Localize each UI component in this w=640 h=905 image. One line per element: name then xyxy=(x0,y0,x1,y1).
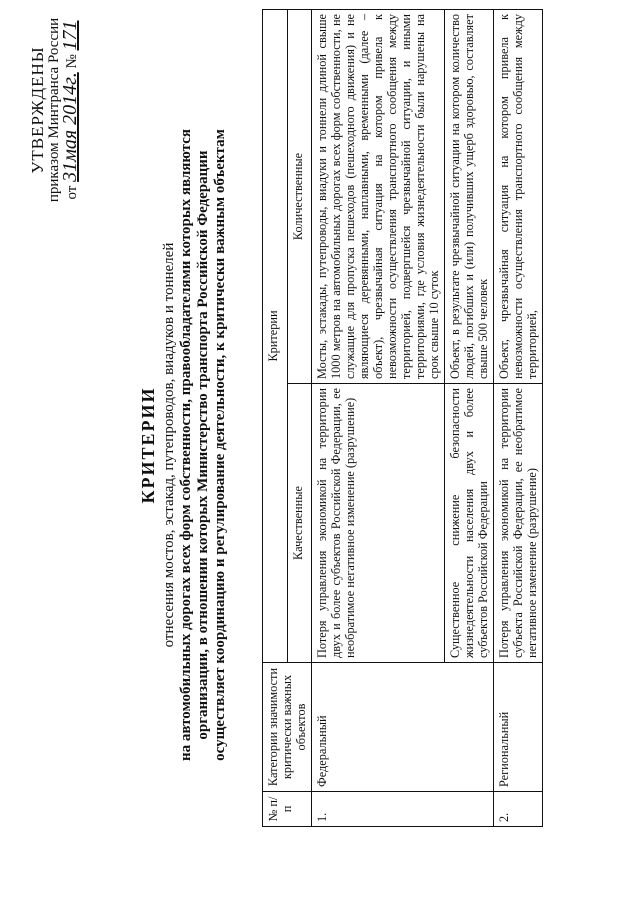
table-row xyxy=(312,10,445,827)
row-num: 2. xyxy=(494,792,543,827)
handwritten-date: 31мая 2014г. xyxy=(59,72,81,182)
title-line-4: осуществляет координацию и регулирование деятельности, к критически важным объектам xyxy=(212,129,228,761)
table-row xyxy=(494,10,543,827)
row-quantitative: Объект, в результате чрезвычайной ситуации на котором количество людей, погибших и (или) получивших ущерб здоровью, составляет свыше 500 человек xyxy=(445,10,494,384)
handwritten-number: 171 xyxy=(59,20,81,51)
header-category: Категории значимости критически важных объектов xyxy=(263,663,312,792)
approval-heading: УТВЕРЖДЕНЫ xyxy=(28,46,47,174)
title-line-3: организации, в отношении которых Министерство транспорта Российской Федерации xyxy=(195,150,211,740)
approval-order-line: приказом Минтранса России xyxy=(46,17,62,203)
row-qualitative: Потеря управления экономикой на территории двух и более субъектов Российской Федерации, ее необратимое негативное изменение (разрушение) xyxy=(312,384,445,663)
table-header-row xyxy=(263,10,288,827)
document-title-block xyxy=(140,85,229,805)
title-line-1: отнесения мостов, эстакад, путепроводов, виадуков и тоннелей xyxy=(161,242,177,648)
row-num: 1. xyxy=(312,792,494,827)
number-prefix: № xyxy=(64,54,80,69)
row-quantitative: Объект, чрезвычайная ситуация на котором привела к невозможности осуществления транспортного сообщения между территорией, xyxy=(494,10,543,384)
title-line-2: на автомобильных дорогах всех форм собственности, правообладателями которых являются xyxy=(178,129,194,761)
date-prefix: от xyxy=(64,185,80,200)
row-category: Региональный xyxy=(494,663,543,792)
row-qualitative: Потеря управления экономикой на территории субъекта Российской Федерации, ее необратимое негативное изменение (разрушение) xyxy=(494,384,543,663)
row-quantitative: Мосты, эстакады, путепроводы, виадуки и тоннели длиной свыше 1000 метров на автомобильных дорогах всех форм собственности, не служащие для пропуска пешеходов (пешеходного движения) и не являющиеся деревянными, наплавными, временными (далее – объект), чрезвычайная ситуация на котором привела к невозможности осуществления транспортного сообщения между территорией, подвергшейся чрезвычайной ситуации, и иными территориями, где условия жизнедеятельности были нарушены на срок свыше 10 суток xyxy=(312,10,445,384)
header-quantitative: Количественные xyxy=(287,10,312,384)
document-title: КРИТЕРИИ xyxy=(138,386,158,504)
header-num: № п/п xyxy=(263,792,312,827)
header-qualitative: Качественные xyxy=(287,384,312,663)
row-category: Федеральный xyxy=(312,663,494,792)
criteria-table xyxy=(262,9,543,827)
row-qualitative: Существенное снижение безопасности жизнедеятельности населения двух и более субъектов Российской Федерации xyxy=(445,384,494,663)
header-criteria: Критерии xyxy=(263,10,288,663)
approval-block xyxy=(30,15,80,205)
approval-date-line xyxy=(59,15,81,205)
